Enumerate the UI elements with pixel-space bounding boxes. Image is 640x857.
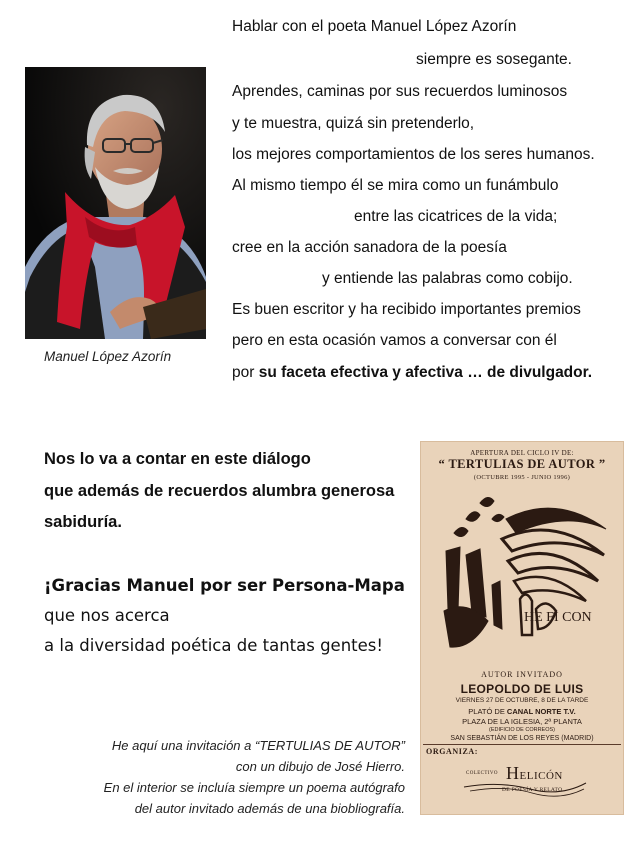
- poem-last-line-bold: su faceta efectiva y afectiva … de divulgador.: [258, 364, 593, 381]
- logo-helicon-rest: ELICÓN: [519, 770, 563, 782]
- flyer-edificio: (EDIFICIO DE CORREOS): [488, 727, 555, 733]
- poem-last-line-prefix: por: [232, 364, 259, 381]
- hierro-drawing: [436, 489, 608, 665]
- flyer-invited-label: AUTOR INVITADO: [481, 670, 563, 679]
- poem-line: pero en esta ocasión vamos a conversar con él: [232, 332, 557, 349]
- thanks-line: que nos acerca: [44, 606, 170, 625]
- thanks-bold-line: ¡Gracias Manuel por ser Persona-Mapa: [44, 576, 405, 595]
- flyer-venue: [420, 707, 624, 716]
- poem-line: y te muestra, quizá sin pretenderlo,: [232, 115, 475, 132]
- dialogue-line: Nos lo va a contar en este diálogo: [44, 450, 311, 468]
- logo-colectivo: COLECTIVO: [466, 771, 498, 776]
- flyer-organiza-label: ORGANIZA:: [426, 747, 479, 756]
- drawing-signature: HE FI CON: [524, 610, 592, 625]
- flyer-venue-bold: CANAL NORTE T.V.: [506, 707, 576, 716]
- flyer-plaza: PLAZA DE LA IGLESIA, 2ª PLANTA: [462, 717, 582, 726]
- invitation-caption-line: del autor invitado además de una biobliografía.: [134, 801, 405, 816]
- poem-line: Es buen escritor y ha recibido importantes premios: [232, 301, 581, 318]
- flyer-date-line: VIERNES 27 DE OCTUBRE, 8 DE LA TARDE: [455, 697, 589, 704]
- photo-caption: Manuel López Azorín: [44, 349, 172, 364]
- tertulias-flyer: [420, 441, 624, 815]
- invitation-caption-line: con un dibujo de José Hierro.: [235, 759, 405, 774]
- flyer-dates: (OCTUBRE 1995 - JUNIO 1996): [473, 474, 571, 481]
- logo-helicon: [506, 763, 563, 784]
- dialogue-line: que además de recuerdos alumbra generosa: [44, 482, 395, 500]
- poem-line: los mejores comportamientos de los seres humanos.: [232, 146, 595, 163]
- flyer-divider: [423, 744, 621, 745]
- logo-subtitle: DE POESÍA Y RELATO: [502, 787, 563, 793]
- poem-line: y entiende las palabras como cobijo.: [322, 270, 573, 287]
- flyer-venue-prefix: PLATÓ DE: [468, 707, 507, 716]
- poem-line: siempre es sosegante.: [416, 51, 572, 68]
- logo-helicon-initial: H: [506, 763, 520, 783]
- dialogue-line: sabiduría.: [44, 513, 122, 531]
- invitation-caption-line: He aquí una invitación a “TERTULIAS DE AUTOR”: [111, 738, 405, 753]
- invitation-caption-line: En el interior se incluía siempre un poema autógrafo: [103, 780, 405, 795]
- poem-line: Hablar con el poeta Manuel López Azorín: [232, 18, 517, 35]
- poem-line: cree en la acción sanadora de la poesía: [232, 239, 507, 256]
- flyer-top-line: APERTURA DEL CICLO IV DE:: [470, 449, 574, 457]
- intro-poem: [0, 0, 640, 400]
- poem-line: Al mismo tiempo él se mira como un funámbulo: [232, 177, 559, 194]
- poem-last-line: [232, 364, 592, 382]
- flyer-title: “ TERTULIAS DE AUTOR ”: [438, 457, 606, 471]
- poem-line: Aprendes, caminas por sus recuerdos luminosos: [232, 83, 568, 100]
- flyer-author: LEOPOLDO DE LUIS: [460, 682, 584, 696]
- thanks-line: a la diversidad poética de tantas gentes!: [44, 636, 383, 655]
- flyer-city: SAN SEBASTIÁN DE LOS REYES (MADRID): [450, 735, 594, 742]
- poem-line: entre las cicatrices de la vida;: [354, 208, 558, 225]
